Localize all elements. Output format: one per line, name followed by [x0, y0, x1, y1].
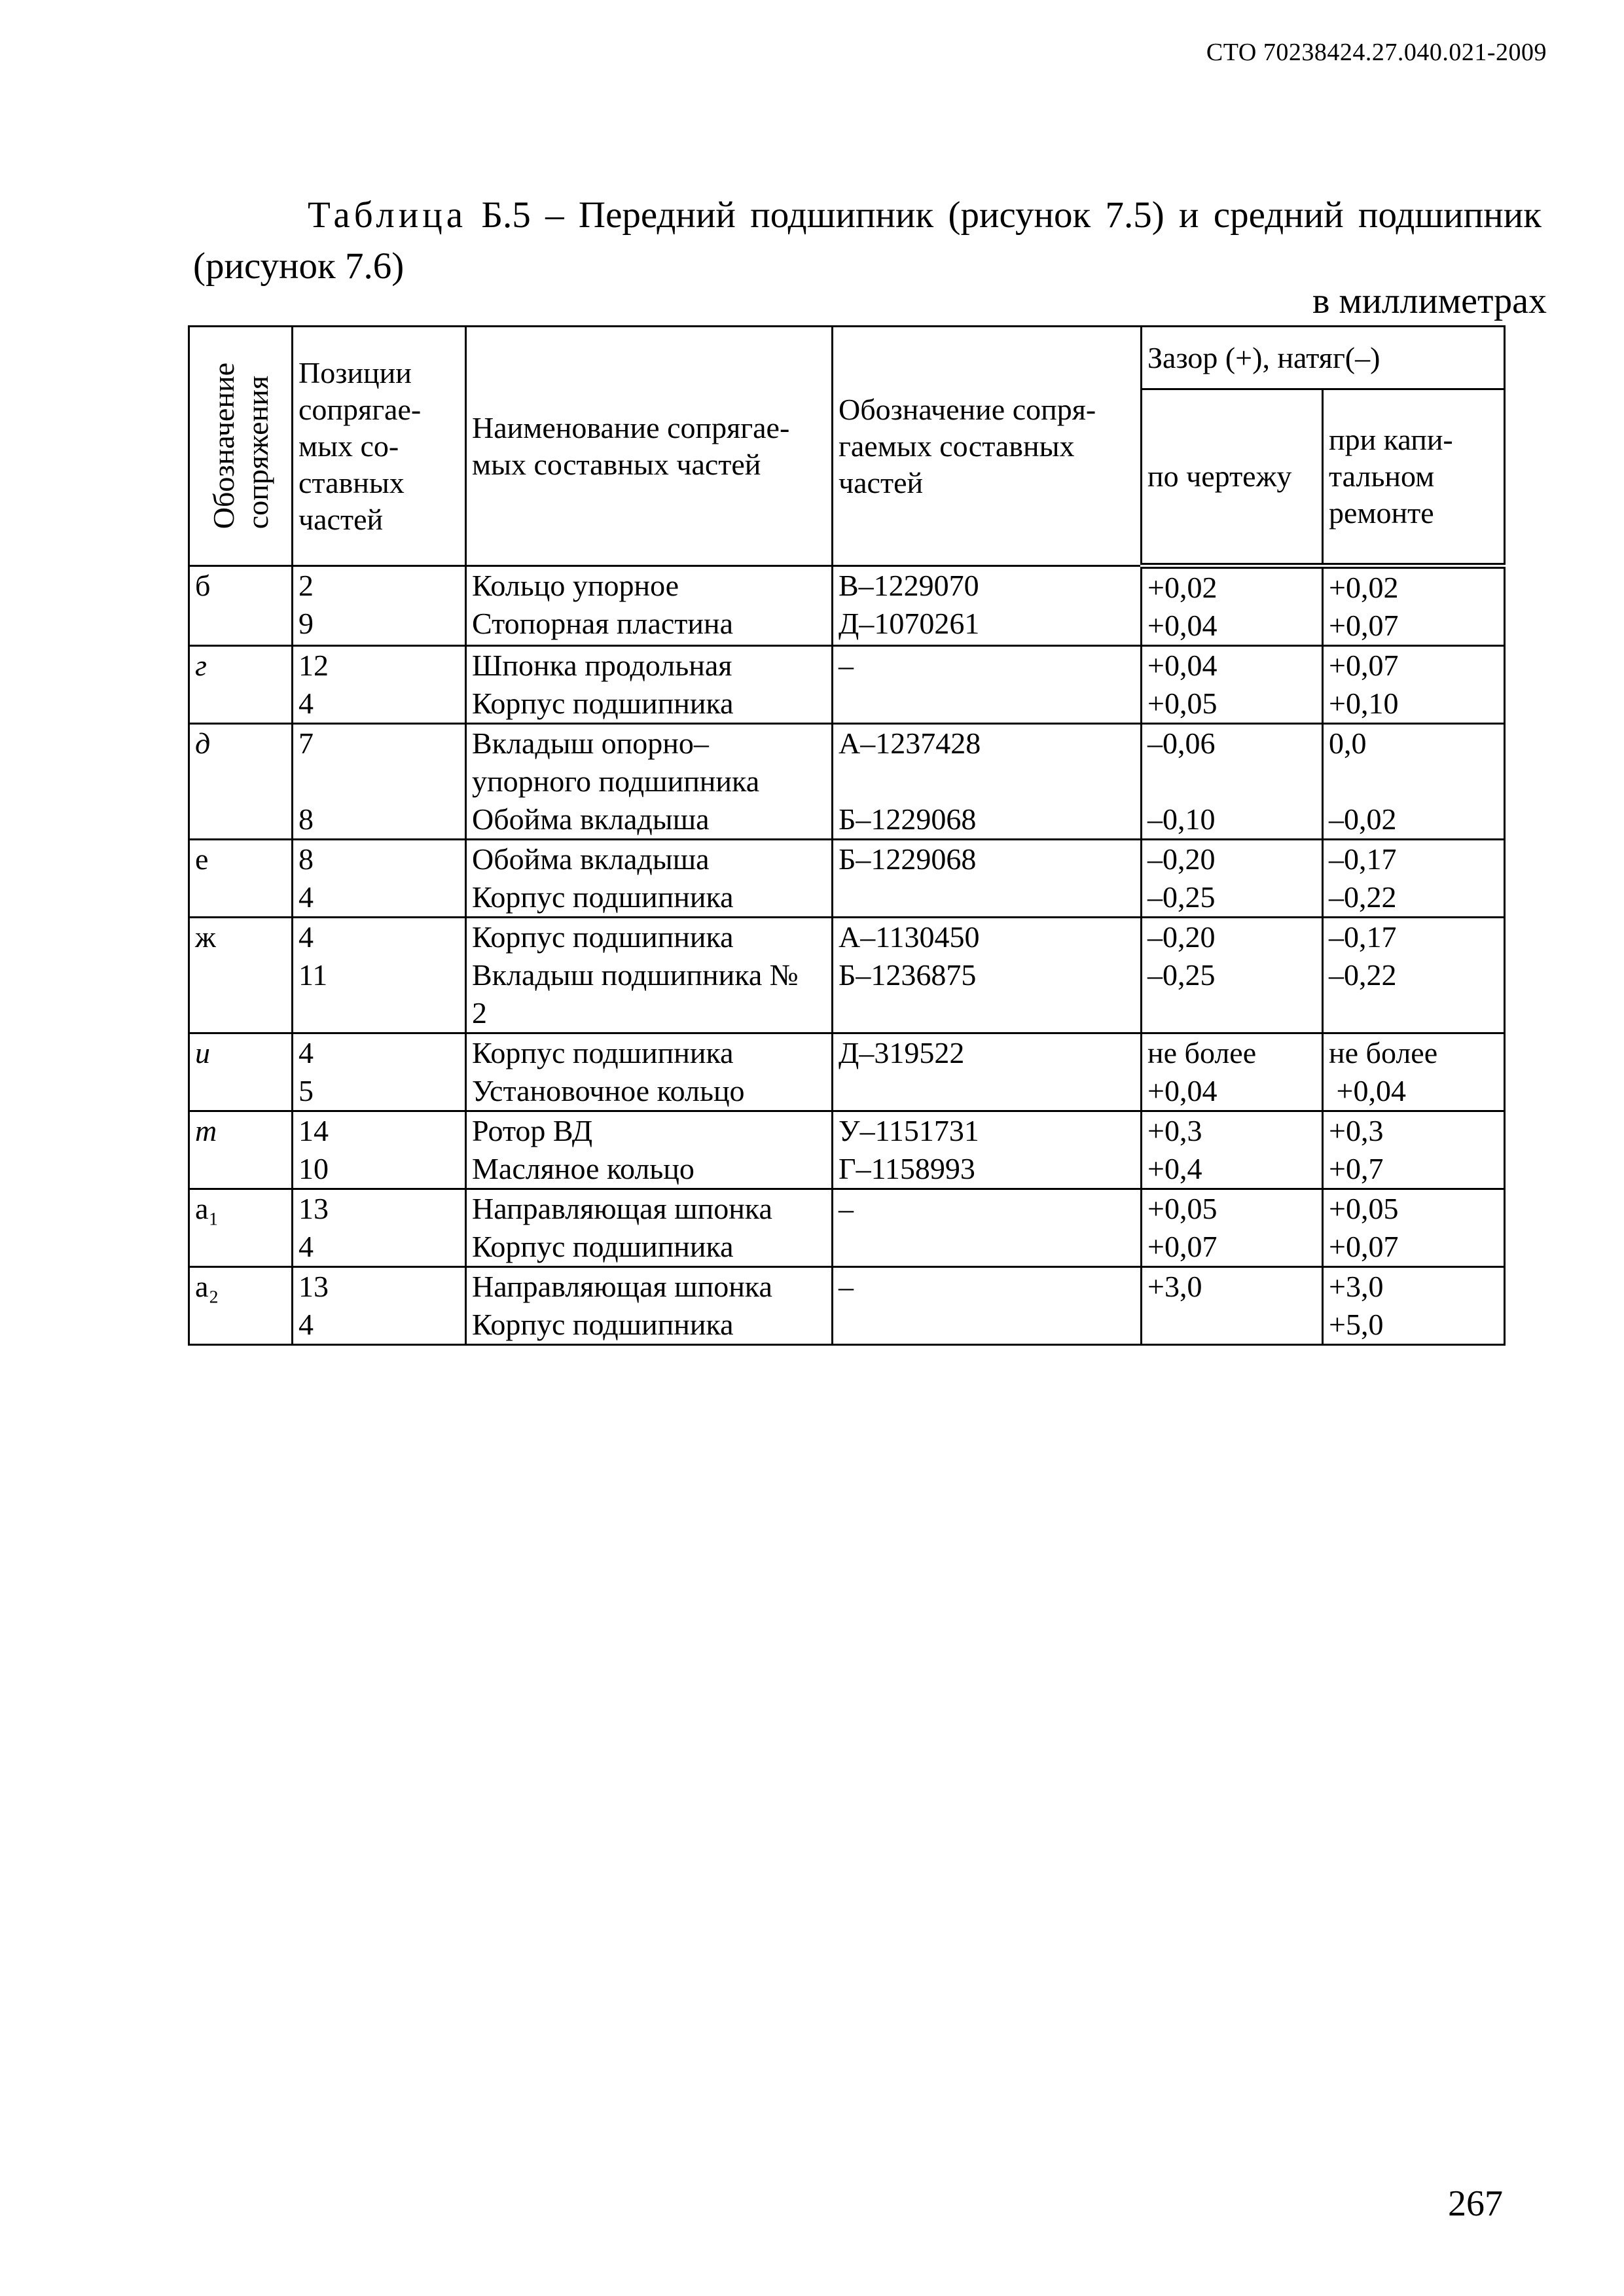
cell-line: Корпус подшипника	[472, 880, 734, 914]
cell-line: +0,3	[1329, 1114, 1384, 1147]
cell-line	[1329, 762, 1498, 800]
joint-cell	[189, 646, 293, 724]
overhaul-value-cell	[1323, 1111, 1505, 1189]
joint-cell	[189, 1111, 293, 1189]
caption-label: Таблица	[308, 194, 467, 236]
cell-line: Б–1229068	[839, 802, 977, 836]
cell-line: Корпус подшипника	[472, 1036, 734, 1069]
overhaul-value-cell	[1323, 1267, 1505, 1345]
cell-line: +0,02	[1147, 571, 1218, 604]
cell-line: Кольцо упорное	[472, 569, 679, 602]
cell-line: +0,04	[1147, 649, 1218, 682]
header-positions: Позиции сопрягае-мых со-ставных частей	[293, 327, 466, 566]
cell-line: +0,4	[1147, 1152, 1202, 1185]
name-cell	[466, 1189, 833, 1267]
overhaul-value-cell	[1323, 724, 1505, 840]
table-row	[189, 646, 1505, 724]
joint-cell	[189, 1033, 293, 1111]
bearing-fit-table	[188, 325, 1506, 1346]
name-cell	[466, 724, 833, 840]
positions-cell	[293, 1267, 466, 1345]
cell-line: +0,04	[1329, 1074, 1406, 1107]
drawing-value-cell	[1142, 1189, 1323, 1267]
overhaul-value-cell	[1323, 918, 1505, 1033]
header-joint-label: Обозначение сопряжения	[206, 363, 274, 529]
overhaul-value-cell	[1323, 840, 1505, 918]
cell-line: +0,07	[1147, 1230, 1218, 1263]
cell-line: +0,07	[1329, 609, 1399, 642]
cell-line: упорного подшипника	[472, 764, 760, 798]
cell-line: –0,17	[1329, 842, 1397, 876]
joint-label: т	[195, 1114, 217, 1147]
cell-line: –0,10	[1147, 802, 1216, 836]
joint-label: е	[195, 842, 209, 876]
drawing-value-cell	[1142, 840, 1323, 918]
joint-label: ж	[195, 920, 216, 954]
drawing-value-cell	[1142, 566, 1323, 646]
drawing-value-cell	[1142, 724, 1323, 840]
table-row	[189, 724, 1505, 840]
designation-cell	[833, 724, 1142, 840]
drawing-value-cell	[1142, 918, 1323, 1033]
cell-line: Масляное кольцо	[472, 1152, 695, 1185]
cell-line: 4	[298, 687, 314, 720]
table-row	[189, 840, 1505, 918]
cell-line: +0,05	[1329, 1192, 1399, 1225]
joint-label: д	[195, 726, 211, 760]
drawing-value-cell	[1142, 646, 1323, 724]
cell-line: Вкладыш подшипника №	[472, 958, 799, 992]
drawing-value-cell	[1142, 1111, 1323, 1189]
cell-line: Шпонка продольная	[472, 649, 732, 682]
cell-line: +0,3	[1147, 1114, 1202, 1147]
joint-cell	[189, 724, 293, 840]
cell-line: 5	[298, 1074, 314, 1107]
cell-line: Корпус подшипника	[472, 1230, 734, 1263]
header-overhaul: при капи-тальном ремонте	[1323, 389, 1505, 566]
positions-cell	[293, 1033, 466, 1111]
cell-line: –0,22	[1329, 880, 1397, 914]
cell-line: Ротор ВД	[472, 1114, 593, 1147]
cell-line: Корпус подшипника	[472, 1308, 734, 1341]
cell-line	[839, 1228, 1135, 1266]
designation-cell	[833, 1189, 1142, 1267]
header-joint	[189, 327, 293, 566]
cell-line: Обойма вкладыша	[472, 842, 710, 876]
cell-line: Стопорная пластина	[472, 607, 734, 640]
document-code: СТО 70238424.27.040.021-2009	[1206, 39, 1547, 66]
table-row	[189, 1267, 1505, 1345]
cell-line: 10	[298, 1152, 329, 1185]
cell-line: 11	[298, 958, 328, 992]
cell-line: 7	[298, 726, 314, 760]
cell-line: Б–1229068	[839, 842, 977, 876]
table-row	[189, 566, 1505, 646]
cell-line: +0,02	[1329, 571, 1399, 604]
name-cell	[466, 1033, 833, 1111]
cell-line: –0,25	[1147, 958, 1216, 992]
cell-line: 4	[298, 1036, 314, 1069]
cell-line: 8	[298, 802, 314, 836]
table-body	[189, 566, 1505, 1345]
cell-line: 4	[298, 1230, 314, 1263]
joint-label: б	[195, 569, 211, 602]
name-cell	[466, 918, 833, 1033]
cell-line: 4	[298, 880, 314, 914]
cell-line: –	[839, 1270, 854, 1303]
header-drawing: по чертежу	[1142, 389, 1323, 566]
cell-line: У–1151731	[839, 1114, 979, 1147]
cell-line: –0,20	[1147, 920, 1216, 954]
cell-line: 12	[298, 649, 329, 682]
header-names: Наименование сопрягае-мых составных частей	[466, 327, 833, 566]
cell-line	[839, 685, 1135, 723]
header-gap-group: Зазор (+), натяг(–)	[1142, 327, 1505, 389]
name-cell	[466, 1267, 833, 1345]
cell-line: 4	[298, 1308, 314, 1341]
cell-line	[839, 1306, 1135, 1344]
page-number: 267	[1448, 2183, 1503, 2224]
cell-line: 14	[298, 1114, 329, 1147]
table-row	[189, 918, 1505, 1033]
cell-line: +5,0	[1329, 1308, 1384, 1341]
overhaul-value-cell	[1323, 1033, 1505, 1111]
cell-line: Д–319522	[839, 1036, 965, 1069]
cell-line: А–1237428	[839, 726, 981, 760]
drawing-value-cell	[1142, 1267, 1323, 1345]
joint-label: а₁	[195, 1192, 219, 1225]
cell-line: Направляющая шпонка	[472, 1270, 772, 1303]
cell-line	[839, 1072, 1135, 1110]
joint-cell	[189, 566, 293, 646]
cell-line: –0,17	[1329, 920, 1397, 954]
cell-line	[1147, 762, 1316, 800]
joint-cell	[189, 840, 293, 918]
cell-line: –	[839, 649, 854, 682]
cell-line	[1147, 1306, 1316, 1344]
joint-label: а₂	[195, 1270, 219, 1303]
cell-line: Г–1158993	[839, 1152, 975, 1185]
overhaul-value-cell	[1323, 1189, 1505, 1267]
cell-line: –0,22	[1329, 958, 1397, 992]
cell-line: не более	[1329, 1036, 1438, 1069]
designation-cell	[833, 1111, 1142, 1189]
positions-cell	[293, 1189, 466, 1267]
cell-line: +0,10	[1329, 687, 1399, 720]
designation-cell	[833, 1267, 1142, 1345]
name-cell	[466, 840, 833, 918]
cell-line: –0,25	[1147, 880, 1216, 914]
joint-label: и	[195, 1036, 210, 1069]
cell-line: Обойма вкладыша	[472, 802, 710, 836]
cell-line: 0,0	[1329, 726, 1367, 760]
drawing-value-cell	[1142, 1033, 1323, 1111]
designation-cell	[833, 918, 1142, 1033]
cell-line: Вкладыш опорно–	[472, 726, 709, 760]
cell-line: 9	[298, 607, 314, 640]
positions-cell	[293, 724, 466, 840]
cell-line: Корпус подшипника	[472, 920, 734, 954]
positions-cell	[293, 1111, 466, 1189]
cell-line: –0,06	[1147, 726, 1216, 760]
cell-line: 8	[298, 842, 314, 876]
name-cell	[466, 1111, 833, 1189]
caption-text: Б.5 – Передний подшипник (рисунок 7.5) и средний подшипник (рисунок 7.6)	[193, 194, 1542, 287]
cell-line: +0,7	[1329, 1152, 1384, 1185]
overhaul-value-cell	[1323, 566, 1505, 646]
cell-line: А–1130450	[839, 920, 980, 954]
table-row	[189, 1189, 1505, 1267]
cell-line: В–1229070	[839, 569, 979, 602]
designation-cell	[833, 840, 1142, 918]
cell-line: 13	[298, 1270, 329, 1303]
cell-line: не более	[1147, 1036, 1257, 1069]
overhaul-value-cell	[1323, 646, 1505, 724]
cell-line: –	[839, 1192, 854, 1225]
designation-cell	[833, 566, 1142, 646]
cell-line: +0,04	[1147, 609, 1218, 642]
joint-label: г	[195, 649, 207, 682]
cell-line: +3,0	[1329, 1270, 1384, 1303]
cell-line: Б–1236875	[839, 958, 977, 992]
name-cell	[466, 566, 833, 646]
cell-line: –0,20	[1147, 842, 1216, 876]
joint-cell	[189, 1189, 293, 1267]
cell-line: Направляющая шпонка	[472, 1192, 772, 1225]
cell-line: +0,07	[1329, 649, 1399, 682]
positions-cell	[293, 566, 466, 646]
cell-line: 13	[298, 1192, 329, 1225]
joint-cell	[189, 918, 293, 1033]
name-cell	[466, 646, 833, 724]
table-row	[189, 1033, 1505, 1111]
cell-line	[839, 878, 1135, 916]
joint-cell	[189, 1267, 293, 1345]
cell-line: Установочное кольцо	[472, 1074, 745, 1107]
cell-line: +3,0	[1147, 1270, 1202, 1303]
cell-line: 2	[472, 996, 487, 1030]
header-designations: Обозначение сопря-гаемых составных частей	[833, 327, 1142, 566]
cell-line: –0,02	[1329, 802, 1397, 836]
cell-line: 2	[298, 569, 314, 602]
cell-line: +0,05	[1147, 1192, 1218, 1225]
cell-line: +0,07	[1329, 1230, 1399, 1263]
table-caption	[193, 190, 1542, 292]
table-row	[189, 1111, 1505, 1189]
cell-line: 4	[298, 920, 314, 954]
cell-line: Д–1070261	[839, 607, 980, 640]
cell-line: Корпус подшипника	[472, 687, 734, 720]
cell-line: +0,04	[1147, 1074, 1218, 1107]
designation-cell	[833, 646, 1142, 724]
cell-line: +0,05	[1147, 687, 1218, 720]
cell-line	[298, 762, 460, 800]
positions-cell	[293, 646, 466, 724]
positions-cell	[293, 840, 466, 918]
positions-cell	[293, 918, 466, 1033]
cell-line	[839, 762, 1135, 800]
units-note: в миллиметрах	[1312, 281, 1547, 321]
designation-cell	[833, 1033, 1142, 1111]
